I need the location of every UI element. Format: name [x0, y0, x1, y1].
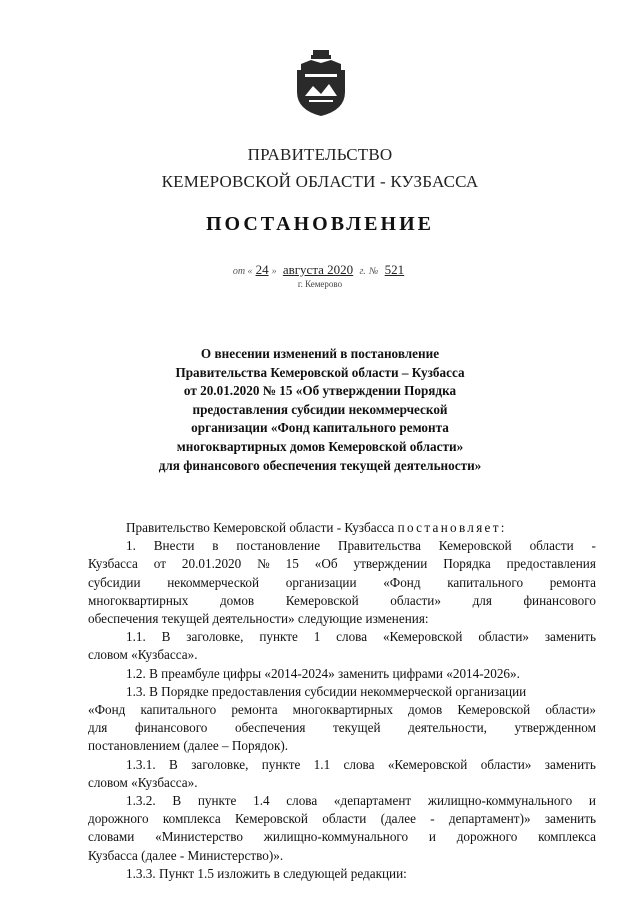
word: ремонта	[549, 574, 596, 590]
number-sign: №	[368, 266, 379, 277]
paragraph-1	[88, 537, 596, 628]
word: Кузбасса	[88, 556, 138, 572]
justified-line	[88, 719, 596, 737]
word: области»	[545, 702, 596, 718]
word: домов	[408, 702, 443, 718]
paragraph-1-3-2	[88, 792, 596, 865]
word: -	[430, 811, 435, 827]
word: и	[428, 829, 436, 845]
word: (далее	[380, 811, 416, 827]
word: «Фонд	[383, 574, 421, 590]
word: предоставления	[506, 556, 596, 572]
word: комплекса	[538, 829, 596, 845]
word: департамент)»	[448, 811, 531, 827]
word: «департамент	[333, 793, 412, 809]
word: капитального	[447, 574, 524, 590]
word: утверждении	[353, 556, 428, 572]
word: области»	[478, 629, 529, 645]
document-type-title: ПОСТАНОВЛЕНИЕ	[206, 213, 434, 235]
word: пункте	[197, 793, 237, 809]
coat-of-arms-emblem	[293, 48, 349, 118]
word: домов	[219, 592, 255, 608]
word: утвержденном	[514, 720, 596, 736]
word: 1.4	[253, 793, 270, 809]
word: в	[212, 538, 219, 554]
word: Порядка	[443, 556, 491, 572]
word: 1.1	[313, 756, 331, 772]
date-from: от «	[232, 266, 253, 277]
word: 1.	[126, 538, 136, 554]
word: дорожного	[88, 811, 149, 827]
word: Правительства	[337, 538, 421, 554]
word: области	[322, 811, 367, 827]
word: Кемеровской	[438, 538, 512, 554]
word: «Об	[314, 556, 338, 572]
city: г. Кемерово	[297, 279, 343, 289]
word: Кемеровской	[457, 702, 531, 718]
justified-line	[88, 592, 596, 610]
justified-line	[88, 828, 596, 846]
paragraph-1-2: 1.2. В преамбуле цифры «2014-2024» заменить цифрами «2014-2026».	[126, 665, 520, 681]
word: для	[88, 720, 108, 736]
word: В	[169, 756, 178, 772]
word: обеспечения	[235, 720, 306, 736]
word: субсидии	[88, 574, 141, 590]
word: 15	[285, 556, 299, 572]
word: слова	[286, 793, 318, 809]
authority-line-1: ПРАВИТЕЛЬСТВО	[247, 145, 393, 164]
justified-line	[88, 574, 596, 592]
paragraph-1-3	[88, 683, 596, 756]
word: 1.3.2.	[126, 793, 156, 809]
word: финансового	[134, 720, 208, 736]
word: постановление	[236, 538, 321, 554]
word: «Фонд	[88, 702, 126, 718]
word: №	[257, 556, 270, 572]
word: слова	[336, 629, 368, 645]
paragraph-line: 1.3. В Порядке предоставления субсидии некоммерческой организации	[126, 683, 527, 699]
authority-line-2: КЕМЕРОВСКОЙ ОБЛАСТИ - КУЗБАССА	[161, 172, 479, 191]
word: Внести	[153, 538, 195, 554]
word: капитального	[140, 702, 217, 718]
word: области»	[480, 756, 532, 772]
heading-line: от 20.01.2020 № 15 «Об утверждении Порядка	[183, 383, 457, 399]
word: В	[172, 793, 182, 809]
heading-line: для финансового обеспечения текущей деятельности»	[158, 457, 482, 473]
justified-line	[88, 701, 596, 719]
paragraph-line: постановлением (далее – Порядок).	[88, 738, 289, 754]
heading-line: О внесении изменений в постановление	[200, 346, 440, 361]
paragraph-line: словом «Кузбасса».	[88, 647, 198, 663]
word: словами	[88, 829, 135, 845]
word: жилищно-коммунального	[427, 793, 573, 809]
word: области	[529, 538, 574, 554]
justified-line	[88, 792, 596, 810]
intro-paragraph	[88, 519, 596, 537]
justified-line	[88, 555, 596, 573]
word: жилищно-коммунального	[263, 829, 409, 845]
word: некоммерческой	[167, 574, 260, 590]
word: 1.1.	[126, 629, 146, 645]
date-month-year: августа 2020	[282, 262, 354, 277]
word: деятельности,	[408, 720, 487, 736]
intro-text: Правительство Кемеровской области - Кузбасса	[126, 520, 398, 535]
word: пункте	[261, 756, 301, 772]
paragraph-line: словом «Кузбасса».	[88, 774, 198, 790]
intro-keyword: постановляет:	[397, 520, 507, 535]
word: ремонта	[231, 702, 278, 718]
word: заменить	[544, 811, 596, 827]
word: области»	[390, 592, 441, 608]
paragraph-1-3-3: 1.3.3. Пункт 1.5 изложить в следующей редакции:	[126, 865, 407, 881]
paragraph-line: обеспечения текущей деятельности» следующие изменения:	[88, 611, 429, 627]
word: финансового	[523, 592, 596, 608]
word: от	[153, 556, 166, 572]
heading-line: организации «Фонд капитального ремонта	[191, 420, 449, 436]
word: заголовке,	[186, 629, 244, 645]
heading-line: предоставления субсидии некоммерческой	[192, 401, 448, 417]
date-number-line	[0, 262, 640, 278]
word: 1.3.1.	[126, 756, 156, 772]
date-day: 24	[255, 262, 269, 277]
word: «Кемеровской	[387, 756, 468, 772]
paragraph-1-1	[88, 628, 596, 664]
word: «Министерство	[155, 829, 244, 845]
word: 1	[313, 629, 321, 645]
word: Кемеровской	[235, 811, 308, 827]
word: В	[161, 629, 171, 645]
word: дорожного	[456, 829, 518, 845]
word: и	[588, 793, 596, 809]
word: для	[472, 592, 492, 608]
word: заменить	[544, 629, 596, 645]
word: Кемеровской	[285, 592, 359, 608]
word: заголовке,	[191, 756, 249, 772]
word: пункте	[259, 629, 298, 645]
heading-line: многоквартирных домов Кемеровской области»	[176, 438, 464, 454]
document-number: 521	[384, 262, 405, 277]
word: «Кемеровской	[382, 629, 463, 645]
word: 20.01.2020	[181, 556, 242, 572]
word: комплекса	[162, 811, 221, 827]
justified-line	[88, 628, 596, 646]
document-body	[88, 519, 596, 883]
heading-line: Правительства Кемеровской области – Кузбасса	[175, 364, 465, 380]
document-heading	[130, 345, 510, 475]
word: многоквартирных	[88, 592, 189, 608]
word: -	[591, 538, 596, 554]
word: слова	[343, 756, 375, 772]
word: организации	[285, 574, 357, 590]
justified-line	[88, 537, 596, 555]
paragraph-1-3-1	[88, 756, 596, 792]
date-mid: »	[271, 266, 277, 277]
word: текущей	[333, 720, 381, 736]
justified-line	[88, 810, 596, 828]
word: многоквартирных	[292, 702, 393, 718]
word: заменить	[544, 756, 596, 772]
paragraph-line: Кузбасса (далее - Министерство)».	[88, 847, 284, 863]
date-year-suffix: г.	[359, 266, 366, 277]
justified-line	[88, 756, 596, 774]
